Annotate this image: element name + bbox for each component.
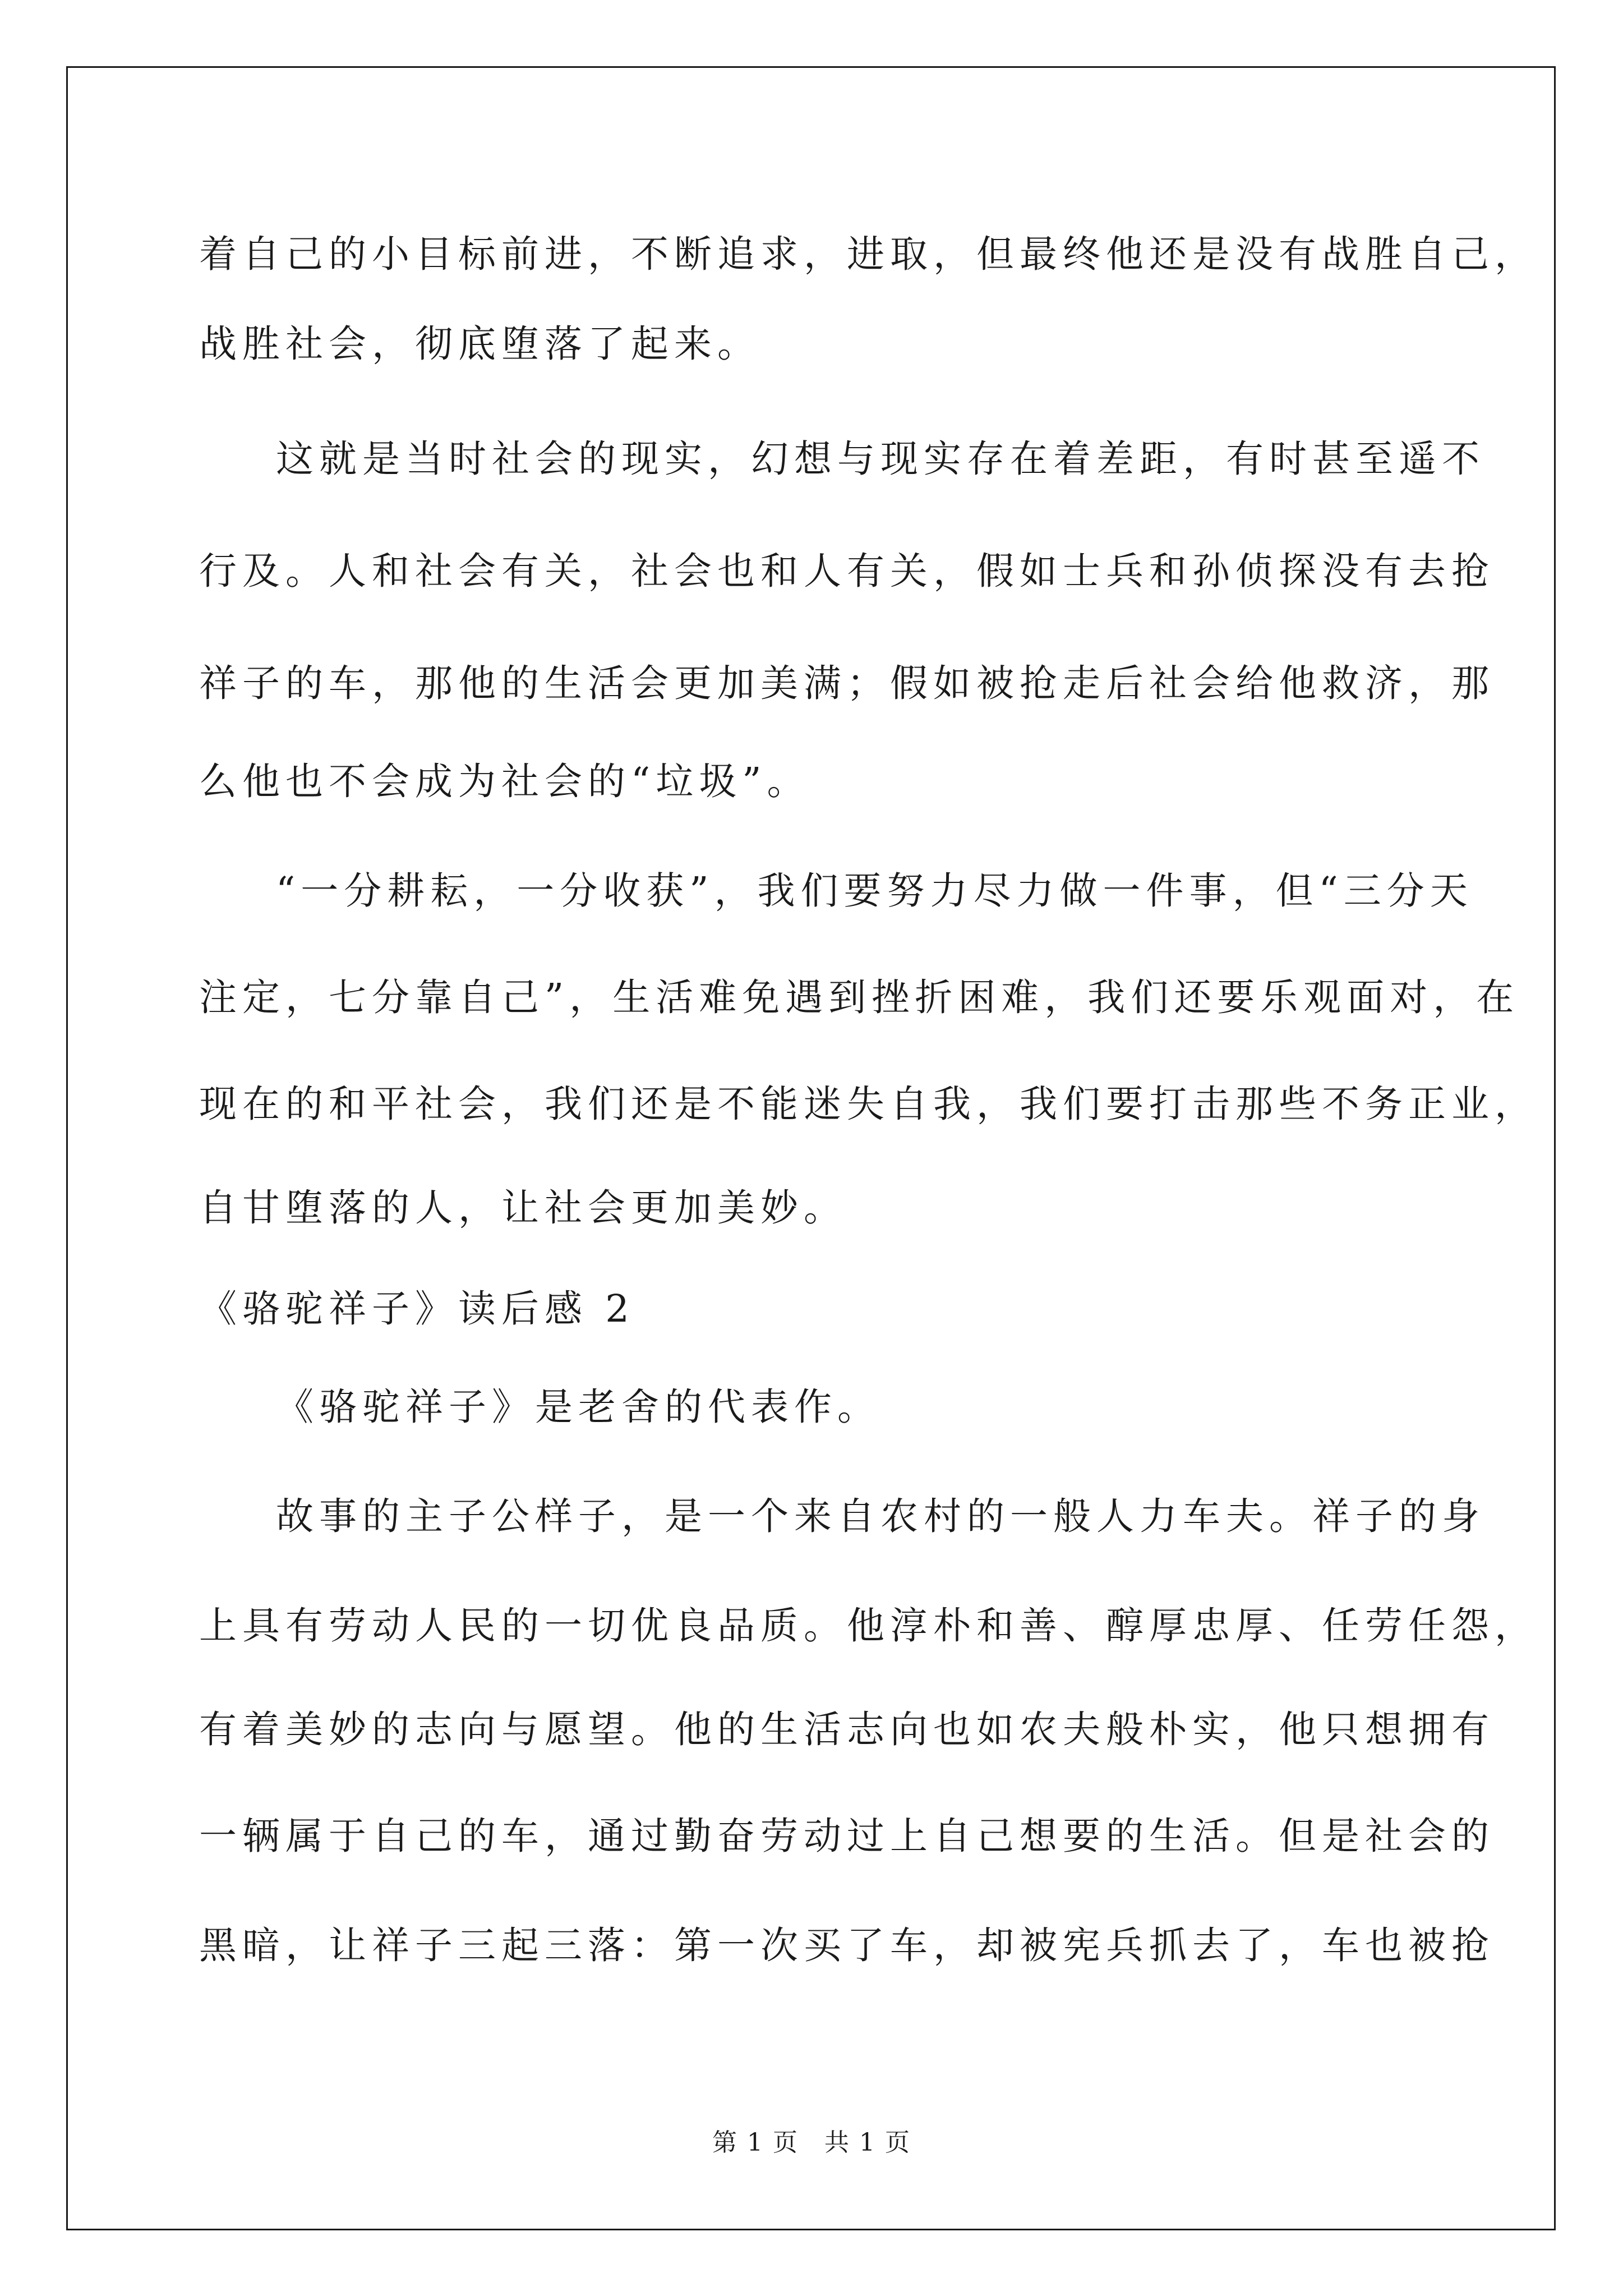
text-line: 战胜社会，彻底堕落了起来。 (199, 322, 760, 366)
page-border (66, 66, 1556, 2230)
page-total: 共 1 页 (824, 2128, 911, 2157)
section-heading: 《骆驼祥子》读后感 2 (199, 1287, 635, 1331)
text-line: 黑暗，让祥子三起三落：第一次买了车，却被宪兵抓去了，车也被抢 (199, 1924, 1495, 1967)
text-line: 注定，七分靠自己”，生活难免遇到挫折困难，我们还要乐观面对，在 (199, 976, 1520, 1019)
text-line: 一辆属于自己的车，通过勤奋劳动过上自己想要的生活。但是社会的 (199, 1814, 1495, 1858)
text-line: 祥子的车，那他的生活会更加美满；假如被抢走后社会给他救济，那 (199, 661, 1495, 705)
text-line: 上具有劳动人民的一切优良品质。他淳朴和善、醇厚忠厚、任劳任怨， (199, 1604, 1538, 1648)
text-line: 么他也不会成为社会的“垃圾”。 (199, 760, 810, 803)
text-line: 故事的主子公样子，是一个来自农村的一般人力车夫。祥子的身 (276, 1494, 1485, 1538)
text-line: “一分耕耘，一分收获”，我们要努力尽力做一件事，但“三分天 (276, 869, 1473, 913)
text-line: 着自己的小目标前进，不断追求，进取，但最终他还是没有战胜自己， (199, 232, 1538, 276)
text-line: 自甘堕落的人，让社会更加美妙。 (199, 1186, 847, 1230)
page-number: 第 1 页 (712, 2128, 799, 2157)
text-line: 《骆驼祥子》是老舍的代表作。 (276, 1385, 880, 1429)
text-line: 这就是当时社会的现实，幻想与现实存在着差距，有时甚至遥不 (276, 437, 1485, 481)
text-line: 现在的和平社会，我们还是不能迷失自我，我们要打击那些不务正业， (199, 1082, 1538, 1126)
text-line: 行及。人和社会有关，社会也和人有关，假如士兵和孙侦探没有去抢 (199, 549, 1495, 593)
page-footer (0, 2126, 1623, 2160)
text-line: 有着美妙的志向与愿望。他的生活志向也如农夫般朴实，他只想拥有 (199, 1708, 1495, 1751)
